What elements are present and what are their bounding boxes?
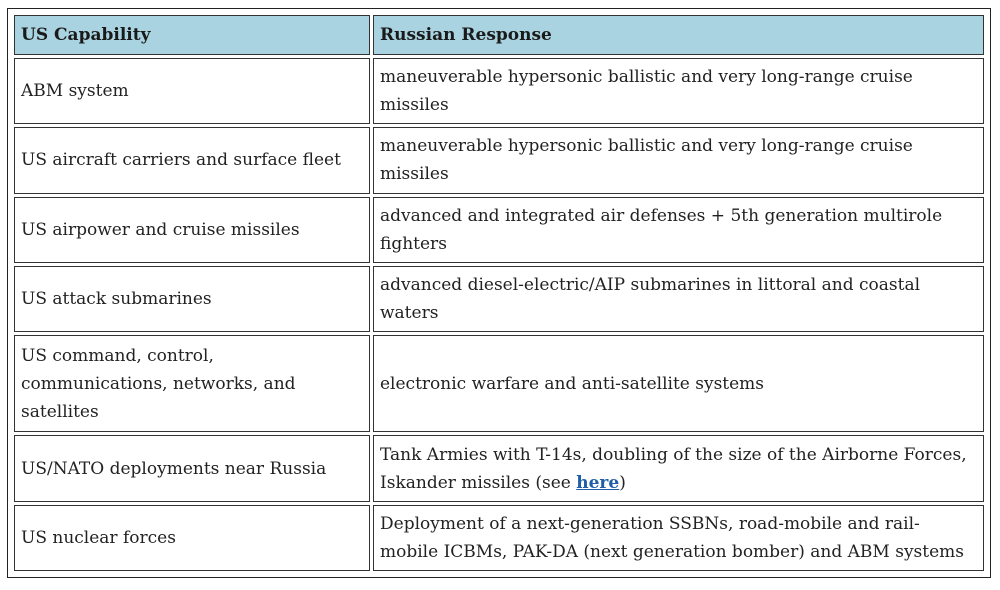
response-cell: maneuverable hypersonic ballistic and very long-range cruise missiles [373, 58, 984, 124]
header-us-capability: US Capability [14, 15, 370, 55]
table-header-row [14, 15, 984, 55]
capability-cell: US aircraft carriers and surface fleet [14, 127, 370, 193]
table-row [14, 266, 984, 332]
response-cell [373, 435, 984, 501]
capability-cell: US nuclear forces [14, 505, 370, 571]
capability-cell: ABM system [14, 58, 370, 124]
table-row [14, 335, 984, 432]
capability-cell: US command, control, communications, networks, and satellites [14, 335, 370, 432]
table-row [14, 435, 984, 501]
response-text: Tank Armies with T-14s, doubling of the size of the Airborne Forces, Iskander missiles (see [380, 444, 967, 493]
header-russian-response: Russian Response [373, 15, 984, 55]
response-cell: electronic warfare and anti-satellite systems [373, 335, 984, 432]
response-cell: maneuverable hypersonic ballistic and very long-range cruise missiles [373, 127, 984, 193]
capability-cell: US attack submarines [14, 266, 370, 332]
table-row [14, 127, 984, 193]
capability-cell: US airpower and cruise missiles [14, 197, 370, 263]
here-link[interactable]: here [576, 472, 620, 493]
response-cell: Deployment of a next-generation SSBNs, road-mobile and rail-mobile ICBMs, PAK-DA (next generation bomber) and ABM systems [373, 505, 984, 571]
table-row [14, 58, 984, 124]
response-text-suffix: ) [619, 472, 626, 493]
table-row [14, 197, 984, 263]
response-cell: advanced diesel-electric/AIP submarines in littoral and coastal waters [373, 266, 984, 332]
capability-response-table [11, 12, 987, 574]
capability-cell: US/NATO deployments near Russia [14, 435, 370, 501]
response-cell: advanced and integrated air defenses + 5th generation multirole fighters [373, 197, 984, 263]
table-row [14, 505, 984, 571]
capability-table-frame [7, 8, 991, 578]
